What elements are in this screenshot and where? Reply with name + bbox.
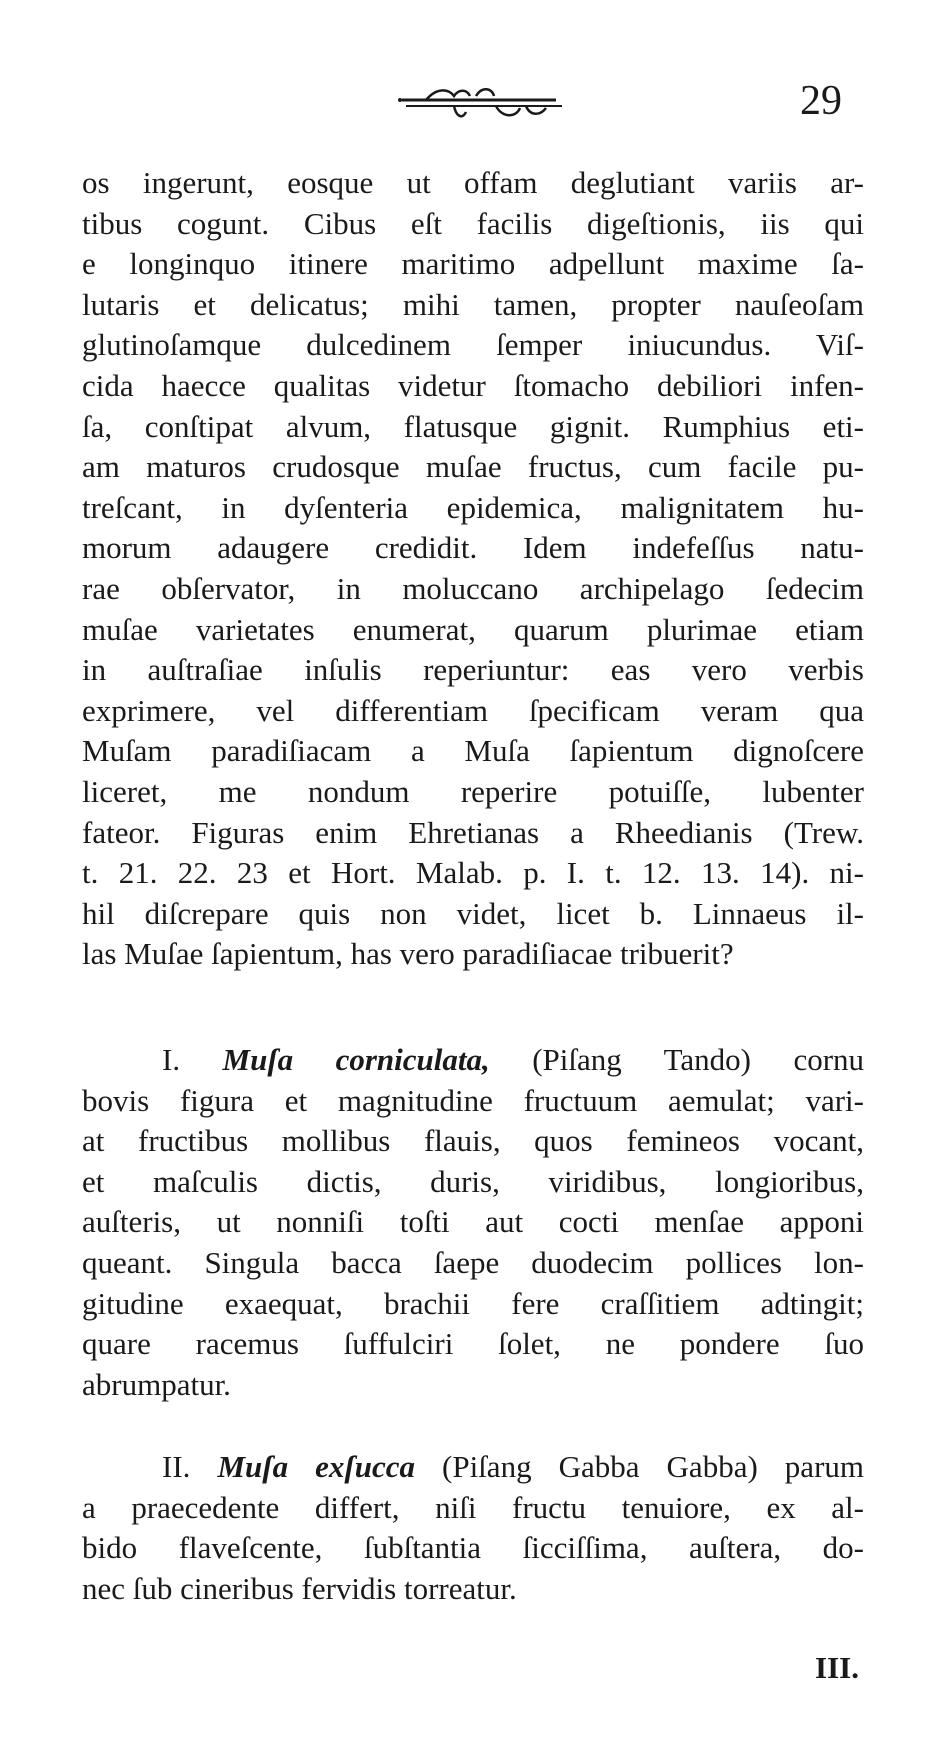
text-line: queant. Singula bacca ſaepe duodecim pollices lon- [82, 1244, 864, 1280]
paragraph-3 [82, 1447, 864, 1609]
text-line: bovis figura et magnitudine fructuum aemulat; vari- [82, 1082, 864, 1118]
text-line: ſa, conſtipat alvum, flatusque gignit. Rumphius eti- [82, 408, 864, 444]
text-line: fateor. Figuras enim Ehretianas a Rheedianis (Trew. [82, 814, 864, 850]
species-name: Muſa corniculata, [222, 1042, 490, 1077]
header-ornament-icon [396, 82, 568, 128]
text-line: las Muſae ſapientum, has vero paradiſiacae tribuerit? [82, 936, 734, 972]
text-line: cida haecce qualitas videtur ſtomacho debiliori infen- [82, 367, 864, 403]
entry-heading-line [82, 1447, 864, 1488]
text-line: hil diſcrepare quis non videt, licet b. Linnaeus il- [82, 895, 864, 931]
catchword: III. [815, 1650, 859, 1685]
text-line: quare racemus ſuffulciri ſolet, ne pondere ſuo [82, 1326, 864, 1362]
page-number: 29 [800, 78, 842, 124]
paragraph-1 [82, 163, 864, 975]
text-line: t. 21. 22. 23 et Hort. Malab. p. I. t. 12. 13. 14). ni- [82, 855, 864, 891]
text-line: tibus cogunt. Cibus eſt facilis digeſtionis, iis qui [82, 205, 864, 241]
text-line: et maſculis dictis, duris, viridibus, longioribus, [82, 1163, 864, 1199]
text-line: at fructibus mollibus flauis, quos femineos vocant, [82, 1123, 864, 1159]
text-line: auſteris, ut nonniſi toſti aut cocti menſae apponi [82, 1204, 864, 1240]
text-line: bido flaveſcente, ſubſtantia ſicciſſima, auſtera, do- [82, 1530, 864, 1566]
species-name: Muſa exſucca [217, 1449, 415, 1484]
text-line: e longinquo itinere maritimo adpellunt maxime ſa- [82, 246, 864, 282]
text-line: gitudine exaequat, brachii fere craſſitiem adtingit; [82, 1285, 864, 1321]
text-line: muſae varietates enumerat, quarum plurimae etiam [82, 611, 864, 647]
text-line: treſcant, in dyſenteria epidemica, malignitatem hu- [82, 489, 864, 525]
entry-numeral: I. [162, 1042, 181, 1077]
text-line: os ingerunt, eosque ut offam deglutiant variis ar- [82, 165, 864, 200]
text-line: (Piſang Gabba Gabba) parum [442, 1449, 865, 1484]
text-line: abrumpatur. [82, 1366, 231, 1402]
text-line: lutaris et delicatus; mihi tamen, propter nauſeoſam [82, 286, 864, 322]
entry-heading-line [82, 1040, 864, 1081]
entry-numeral: II. [162, 1449, 191, 1484]
text-line: glutinoſamque dulcedinem ſemper iniucundus. Viſ- [82, 327, 864, 363]
text-line: Muſam paradiſiacam a Muſa ſapientum dignoſcere [82, 733, 864, 769]
text-line: nec ſub cineribus fervidis torreatur. [82, 1570, 517, 1606]
text-line: a praecedente differt, niſi fructu tenuiore, ex al- [82, 1489, 864, 1525]
text-line: am maturos crudosque muſae fructus, cum facile pu- [82, 449, 864, 485]
text-line: morum adaugere credidit. Idem indefeſſus natu- [82, 530, 864, 566]
paragraph-2 [82, 1040, 864, 1405]
text-line: in auſtraſiae inſulis reperiuntur: eas vero verbis [82, 652, 864, 688]
text-line: exprimere, vel differentiam ſpecificam veram qua [82, 692, 864, 728]
text-line: rae obſervator, in moluccano archipelago ſedecim [82, 570, 864, 606]
text-line: (Piſang Tando) cornu [532, 1042, 865, 1077]
text-line: liceret, me nondum reperire potuiſſe, lubenter [82, 773, 864, 809]
